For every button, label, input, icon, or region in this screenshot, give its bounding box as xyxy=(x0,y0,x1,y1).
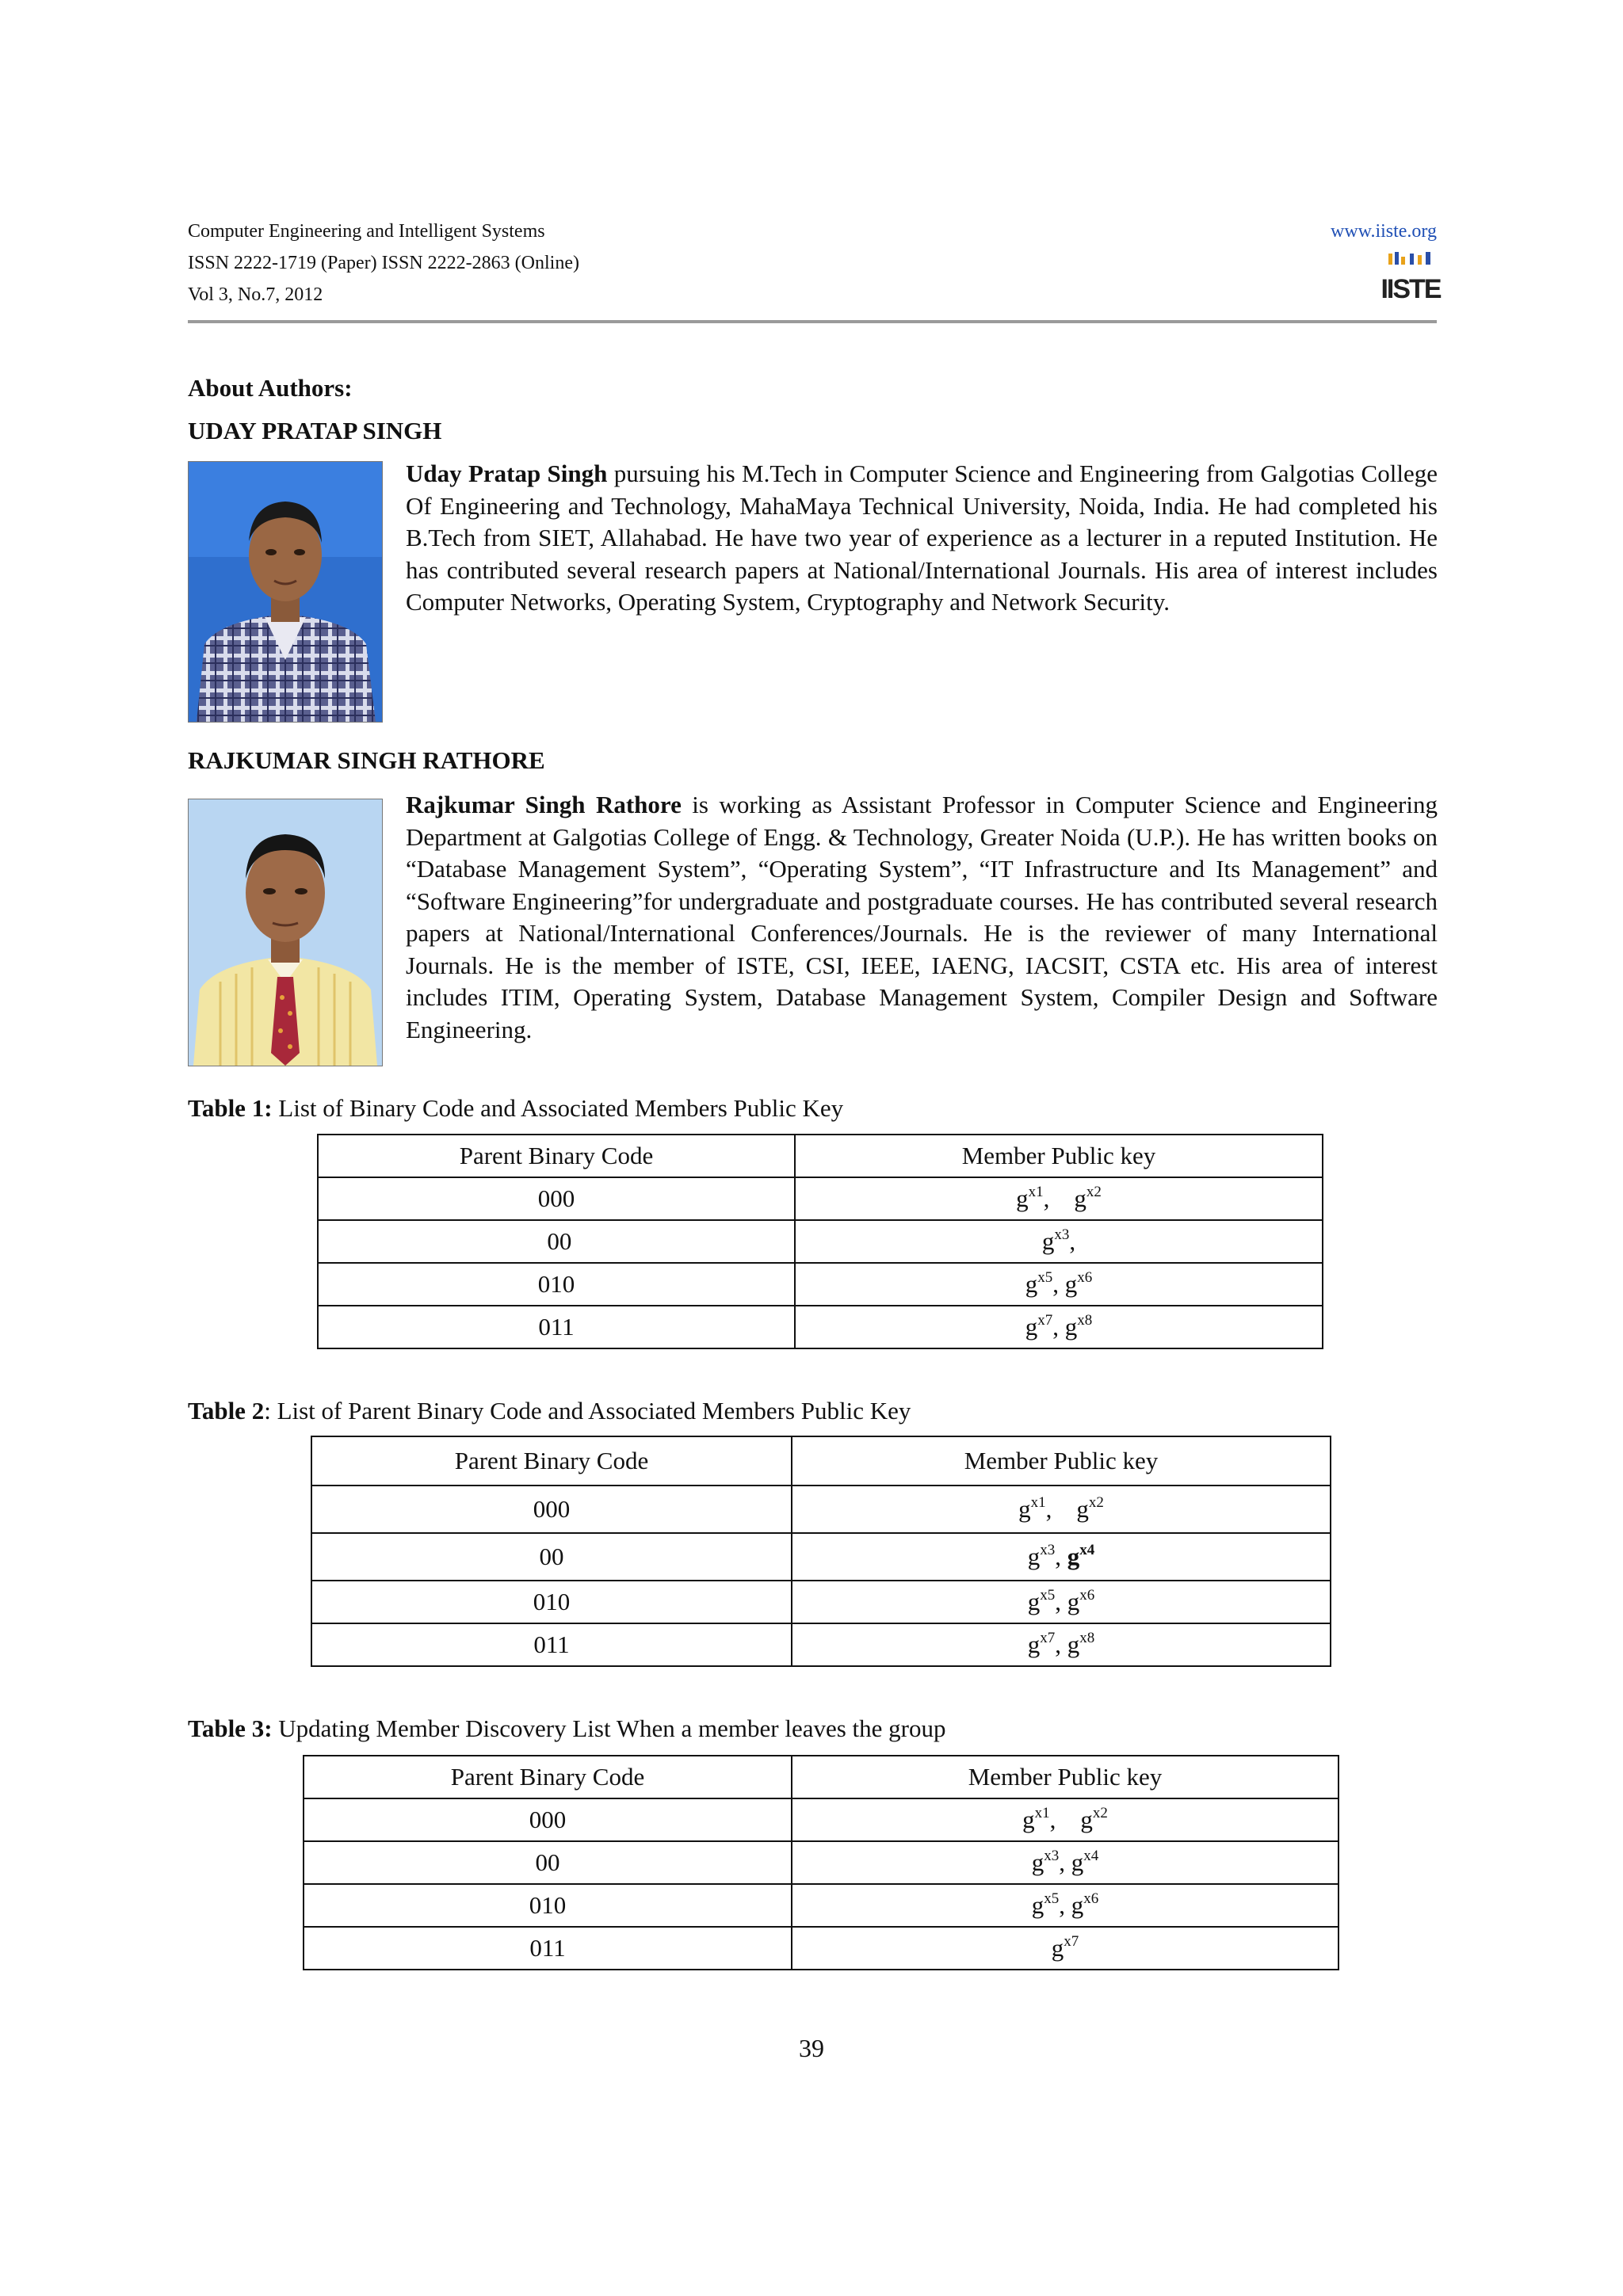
public-key xyxy=(1025,1270,1053,1298)
journal-volume: Vol 3, No.7, 2012 xyxy=(188,284,323,305)
author1-bio-lead: Uday Pratap Singh xyxy=(406,460,608,487)
header-member-public-key: Member Public key xyxy=(792,1436,1331,1486)
key-separator: , xyxy=(1052,1313,1065,1341)
key-base: g xyxy=(1071,1848,1084,1876)
public-key xyxy=(1052,1934,1079,1962)
public-key xyxy=(1028,1588,1056,1615)
public-key xyxy=(1022,1806,1050,1833)
table3-caption xyxy=(188,1713,946,1745)
cell-member-public-key xyxy=(795,1306,1323,1348)
key-exponent: x7 xyxy=(1064,1933,1079,1950)
key-base: g xyxy=(1018,1495,1031,1523)
key-exponent: x2 xyxy=(1092,1805,1108,1821)
header-parent-binary-code: Parent Binary Code xyxy=(304,1756,792,1798)
cell-member-public-key xyxy=(795,1177,1323,1220)
key-exponent: x2 xyxy=(1086,1184,1102,1200)
public-key xyxy=(1067,1630,1095,1658)
key-base: g xyxy=(1031,1848,1044,1876)
table3-label: Table 3: xyxy=(188,1714,273,1742)
public-key xyxy=(1028,1630,1056,1658)
cell-parent-binary-code: 011 xyxy=(318,1306,795,1348)
cell-parent-binary-code: 010 xyxy=(311,1581,792,1623)
key-base: g xyxy=(1067,1630,1080,1658)
key-base: g xyxy=(1064,1270,1078,1298)
page-number: 39 xyxy=(799,2034,824,2062)
public-key xyxy=(1028,1543,1056,1570)
author2-portrait-icon xyxy=(189,799,382,1066)
public-key xyxy=(1080,1806,1108,1833)
key-base: g xyxy=(1022,1806,1035,1833)
cell-member-public-key xyxy=(792,1486,1331,1533)
cell-member-public-key xyxy=(792,1841,1338,1884)
cell-member-public-key xyxy=(795,1263,1323,1306)
header-parent-binary-code: Parent Binary Code xyxy=(311,1436,792,1486)
public-key xyxy=(1042,1227,1070,1255)
public-key xyxy=(1071,1848,1099,1876)
cell-member-public-key xyxy=(792,1581,1331,1623)
key-exponent: x4 xyxy=(1083,1848,1099,1864)
key-separator: , xyxy=(1055,1588,1067,1615)
key-separator: , xyxy=(1043,1184,1075,1212)
author1-bio xyxy=(406,458,1438,619)
cell-parent-binary-code: 010 xyxy=(304,1884,792,1927)
author2-heading: RAJKUMAR SINGH RATHORE xyxy=(188,746,545,774)
key-exponent: x3 xyxy=(1040,1542,1056,1558)
public-key xyxy=(1032,1891,1060,1919)
cell-parent-binary-code: 000 xyxy=(304,1798,792,1841)
table-row xyxy=(318,1263,1323,1306)
key-base: g xyxy=(1080,1806,1093,1833)
table2-label: Table 2 xyxy=(188,1397,265,1425)
key-exponent: x3 xyxy=(1054,1226,1070,1243)
key-base: g xyxy=(1071,1891,1084,1919)
author2-bio-lead: Rajkumar Singh Rathore xyxy=(406,791,682,818)
key-base: g xyxy=(1076,1495,1089,1523)
table2-caption-text: : List of Parent Binary Code and Associated Members Public Key xyxy=(264,1397,911,1425)
author1-bio-text: pursuing his M.Tech in Computer Science and Engineering from Galgotias College Of Engineering and Technology, MahaMaya Technical University, Noida, India. He had completed his B.Tech from SIET, Allahabad. He have two year of experience as a lecturer in a reputed Institution. He has contributed several research papers at National/International Journals. His area of interest includes Computer Networks, Operating System, Cryptography and Network Security. xyxy=(406,460,1438,616)
header-divider xyxy=(188,320,1437,323)
key-separator: , xyxy=(1045,1495,1077,1523)
author2-bio-text: is working as Assistant Professor in Computer Science and Engineering Department at Galgotias College of Engg. & Technology, Greater Noida (U.P.). He has written books on “Database Management System”, “Operating System”, “IT Infrastructure and Its Management” and “Software Engineering”for undergraduate and postgraduate courses. He has contributed several research papers at National/International Conferences/Journals. He is the reviewer of many International Journals. He is the member of ISTE, CSI, IEEE, IAENG, IACSIT, CSTA etc. His area of interest includes ITIM, Operating System, Database Management System, Compiler Design and Software Engineering. xyxy=(406,791,1438,1043)
public-key xyxy=(1065,1313,1093,1341)
author1-photo xyxy=(188,461,383,723)
key-base: g xyxy=(1027,1588,1041,1615)
key-separator: , xyxy=(1055,1543,1067,1570)
journal-issn: ISSN 2222-1719 (Paper) ISSN 2222-2863 (Online) xyxy=(188,253,579,273)
cell-member-public-key xyxy=(792,1927,1338,1970)
table2 xyxy=(311,1436,1331,1667)
key-base: g xyxy=(1067,1588,1080,1615)
table1 xyxy=(317,1134,1323,1349)
table3-caption-text: Updating Member Discovery List When a member leaves the group xyxy=(272,1714,946,1742)
table1-caption xyxy=(188,1093,843,1124)
key-separator: , xyxy=(1069,1227,1076,1255)
key-base: g xyxy=(1025,1313,1038,1341)
cell-parent-binary-code: 00 xyxy=(318,1220,795,1263)
key-exponent: x1 xyxy=(1030,1494,1046,1511)
key-exponent: x4 xyxy=(1079,1542,1095,1558)
logo-text: IISTE xyxy=(1381,274,1441,304)
public-key xyxy=(1032,1848,1060,1876)
author1-heading: UDAY PRATAP SINGH xyxy=(188,417,442,444)
key-exponent: x6 xyxy=(1079,1587,1095,1604)
public-key xyxy=(1067,1588,1095,1615)
cell-member-public-key xyxy=(792,1623,1331,1666)
key-exponent: x1 xyxy=(1028,1184,1044,1200)
journal-url[interactable]: www.iiste.org xyxy=(1331,221,1437,242)
key-exponent: x1 xyxy=(1034,1805,1050,1821)
key-base: g xyxy=(1051,1934,1064,1962)
table1-caption-text: List of Binary Code and Associated Members Public Key xyxy=(272,1094,844,1122)
key-separator: , xyxy=(1055,1630,1067,1658)
public-key xyxy=(1071,1891,1099,1919)
table-row xyxy=(304,1927,1338,1970)
table-row xyxy=(311,1533,1331,1581)
cell-parent-binary-code: 00 xyxy=(304,1841,792,1884)
key-base: g xyxy=(1027,1543,1041,1570)
about-authors-heading: About Authors: xyxy=(188,374,353,402)
header-parent-binary-code: Parent Binary Code xyxy=(318,1135,795,1177)
header-member-public-key: Member Public key xyxy=(795,1135,1323,1177)
author1-portrait-icon xyxy=(189,462,382,722)
table-row xyxy=(311,1486,1331,1533)
public-key xyxy=(1067,1543,1095,1570)
table-row xyxy=(304,1798,1338,1841)
table3 xyxy=(303,1755,1339,1970)
key-exponent: x8 xyxy=(1077,1312,1093,1329)
key-base: g xyxy=(1016,1184,1029,1212)
cell-member-public-key xyxy=(792,1533,1331,1581)
key-exponent: x5 xyxy=(1040,1587,1056,1604)
table2-caption xyxy=(188,1395,911,1427)
key-exponent: x5 xyxy=(1044,1890,1060,1907)
key-base: g xyxy=(1041,1227,1055,1255)
key-base: g xyxy=(1025,1270,1038,1298)
table-header-row xyxy=(318,1135,1323,1177)
public-key xyxy=(1025,1313,1053,1341)
cell-parent-binary-code: 011 xyxy=(304,1927,792,1970)
table-row xyxy=(304,1841,1338,1884)
cell-parent-binary-code: 011 xyxy=(311,1623,792,1666)
key-exponent: x6 xyxy=(1083,1890,1099,1907)
key-separator: , xyxy=(1059,1848,1071,1876)
cell-parent-binary-code: 00 xyxy=(311,1533,792,1581)
key-separator: , xyxy=(1052,1270,1065,1298)
author2-photo xyxy=(188,799,383,1066)
header-member-public-key: Member Public key xyxy=(792,1756,1338,1798)
public-key xyxy=(1018,1495,1046,1523)
table-row xyxy=(318,1306,1323,1348)
table-row xyxy=(304,1884,1338,1927)
public-key xyxy=(1016,1184,1044,1212)
cell-parent-binary-code: 010 xyxy=(318,1263,795,1306)
table-row xyxy=(318,1177,1323,1220)
journal-header xyxy=(188,215,1441,311)
key-base: g xyxy=(1067,1543,1080,1570)
key-exponent: x8 xyxy=(1079,1630,1095,1646)
key-base: g xyxy=(1027,1630,1041,1658)
key-exponent: x7 xyxy=(1040,1630,1056,1646)
key-separator: , xyxy=(1049,1806,1081,1833)
public-key xyxy=(1074,1184,1102,1212)
table-row xyxy=(311,1581,1331,1623)
key-exponent: x7 xyxy=(1037,1312,1053,1329)
table-header-row xyxy=(311,1436,1331,1486)
author2-bio xyxy=(406,789,1438,1046)
table-row xyxy=(318,1220,1323,1263)
key-exponent: x6 xyxy=(1077,1269,1093,1286)
cell-parent-binary-code: 000 xyxy=(311,1486,792,1533)
key-base: g xyxy=(1031,1891,1044,1919)
key-exponent: x5 xyxy=(1037,1269,1053,1286)
journal-name: Computer Engineering and Intelligent Systems xyxy=(188,221,545,242)
key-exponent: x2 xyxy=(1088,1494,1104,1511)
key-separator: , xyxy=(1059,1891,1071,1919)
key-base: g xyxy=(1074,1184,1086,1212)
cell-member-public-key xyxy=(792,1798,1338,1841)
key-exponent: x3 xyxy=(1044,1848,1060,1864)
public-key xyxy=(1076,1495,1104,1523)
cell-member-public-key xyxy=(795,1220,1323,1263)
cell-parent-binary-code: 000 xyxy=(318,1177,795,1220)
public-key xyxy=(1065,1270,1093,1298)
table-row xyxy=(311,1623,1331,1666)
cell-member-public-key xyxy=(792,1884,1338,1927)
iiste-logo-icon xyxy=(1381,250,1441,304)
table1-label: Table 1: xyxy=(188,1094,273,1122)
key-base: g xyxy=(1064,1313,1078,1341)
table-header-row xyxy=(304,1756,1338,1798)
